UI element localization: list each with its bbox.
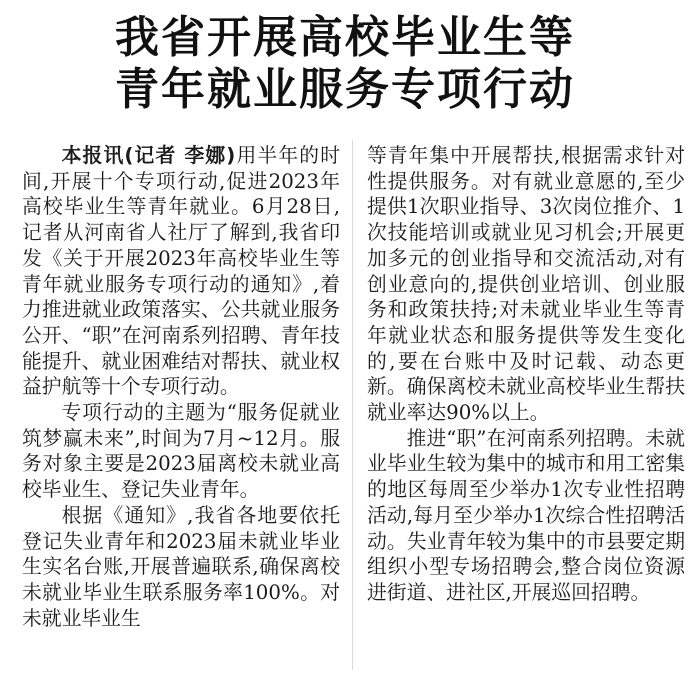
- article-column-left: [22, 143, 340, 631]
- article-column-right: [367, 143, 685, 606]
- paragraph-theme: 专项行动的主题为“服务促就业 筑梦赢未来”,时间为7月~12月。服务对象主要是2023届离校未就业高校毕业生、登记失业青年。: [22, 401, 340, 502]
- lead-text: 用半年的时间,开展十个专项行动,促进2023年高校毕业生等青年就业。6月28日,记者从河南省人社厅了解到,我省印发《关于开展2023年高校毕业生等青年就业服务专项行动的通知》,着力推进就业政策落实、公共就业服务公开、“职”在河南系列招聘、青年技能提升、就业困难结对帮扶、就业权益护航等十个专项行动。: [22, 144, 340, 399]
- paragraph-recruitment: 推进“职”在河南系列招聘。未就业毕业生较为集中的城市和用工密集的地区每周至少举办1次专业性招聘活动,每月至少举办1次综合性招聘活动。失业青年较为集中的市县要定期组织小型专场招聘会,整合岗位资源进街道、进社区,开展巡回招聘。: [367, 426, 685, 604]
- headline-line-1: 我省开展高校毕业生等: [115, 12, 575, 63]
- headline-line-2: 青年就业服务专项行动: [115, 64, 575, 115]
- column-divider: [352, 140, 353, 670]
- paragraph-lead: [22, 143, 340, 400]
- byline: 本报讯(记者 李娜): [61, 144, 236, 167]
- paragraph-notice-part2: 等青年集中开展帮扶,根据需求针对性提供服务。对有就业意愿的,至少提供1次职业指导、3次岗位推介、1次技能培训或就业见习机会;开展更加多元的创业指导和交流活动,对有创业意向的,提供创业培训、创业服务和政策扶持;对未就业毕业生等青年就业状态和服务提供等发生变化的,要在台账中及时记载、动态更新。确保离校未就业高校毕业生帮扶就业率达90%以上。: [367, 144, 685, 425]
- paragraph-notice-part1: 根据《通知》,我省各地要依托登记失业青年和2023届未就业毕业生实名台账,开展普遍联系,确保离校未就业毕业生联系服务率100%。对未就业毕业生: [22, 503, 340, 630]
